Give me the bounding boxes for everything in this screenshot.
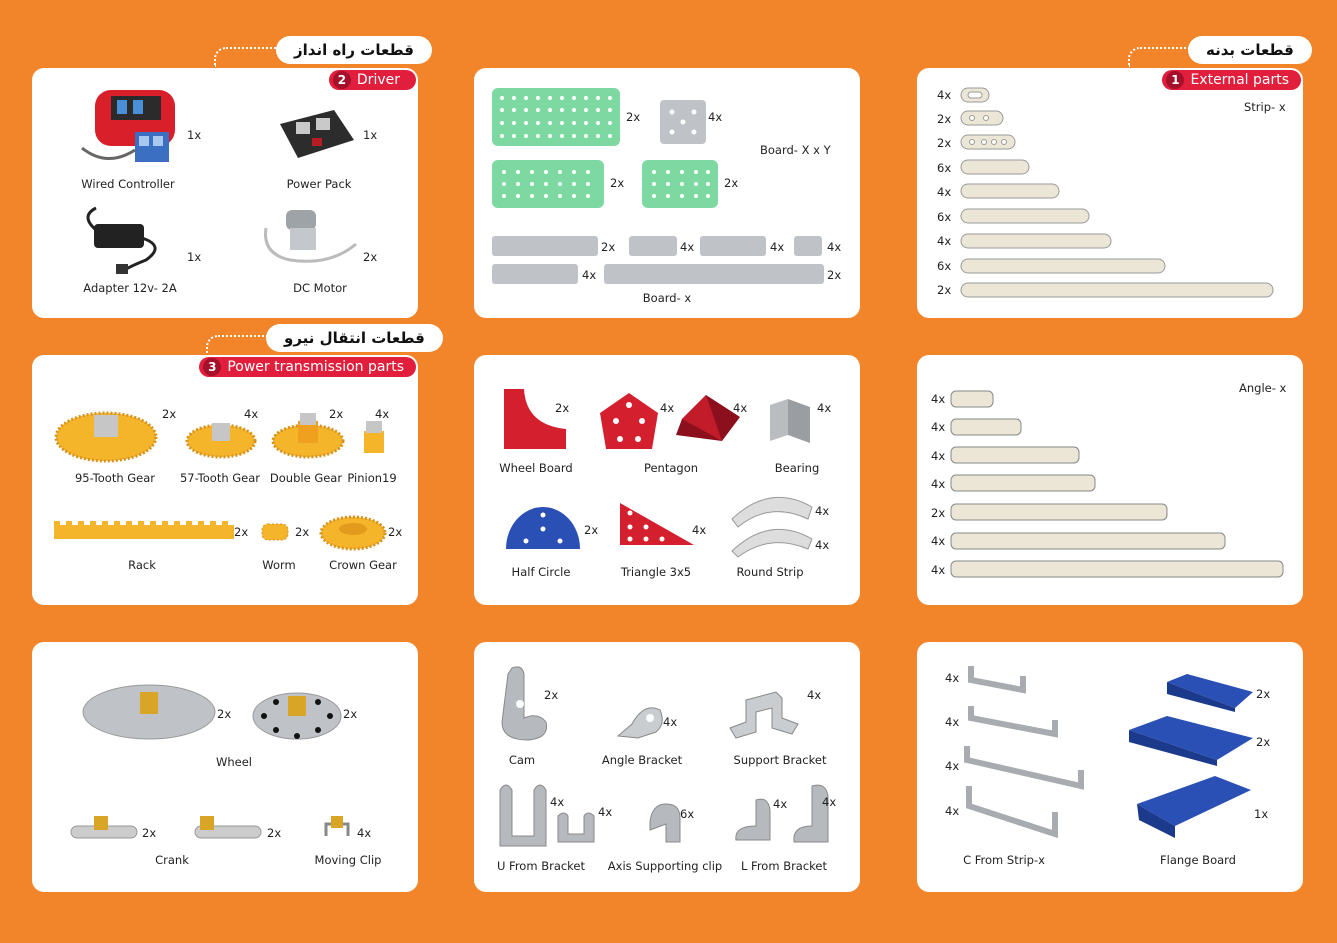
triangle-qty: 4x: [692, 523, 707, 537]
cstrip-qty-2: 4x: [945, 715, 960, 729]
strip-qty-7: 4x: [937, 234, 952, 248]
board-mid-green-icon: [492, 160, 604, 208]
u-bracket-large-icon: [496, 780, 550, 850]
gear-95-icon: [54, 407, 158, 463]
angle-1-icon: [951, 391, 993, 407]
wheel-small-icon: [252, 686, 342, 740]
pentagon-bent-icon: [676, 395, 740, 441]
cstrips-panel: [917, 642, 1303, 892]
angle-qty-6: 4x: [931, 534, 946, 548]
angle-7-icon: [951, 561, 1283, 577]
l-bracket-small-icon: [734, 796, 776, 842]
wheel-qty: 2x: [217, 707, 232, 721]
power-header-fa: قطعات انتقال نیرو: [266, 324, 443, 352]
pinion-label: Pinion19: [347, 471, 397, 485]
crank-qty-2: 2x: [267, 826, 282, 840]
wheel-label: Wheel: [215, 755, 253, 769]
strip-1-icon: [961, 88, 989, 102]
strip-7-icon: [961, 234, 1111, 248]
u-bracket-qty: 4x: [550, 795, 565, 809]
rack-icon: [54, 521, 234, 541]
u-bracket-label: U From Bracket: [496, 859, 586, 873]
angle-5-icon: [951, 504, 1167, 520]
driver-connector: [214, 47, 276, 67]
strip-qty-9: 2x: [937, 283, 952, 297]
cstrip-label: C From Strip-x: [963, 853, 1045, 867]
board-narrow-5-icon: [492, 264, 578, 284]
board-qty-6: 4x: [680, 240, 695, 254]
angle-bracket-icon: [616, 700, 666, 740]
wired-controller-icon: [77, 88, 187, 168]
cstrip-qty-4: 4x: [945, 804, 960, 818]
board-qty-8: 4x: [827, 240, 842, 254]
board-qty-9: 4x: [582, 268, 597, 282]
l-bracket-qty: 4x: [773, 797, 788, 811]
strips-panel: [917, 68, 1303, 318]
angle-2-icon: [951, 419, 1021, 435]
flange-small-icon: [1165, 672, 1255, 712]
flange-qty-1: 2x: [1256, 687, 1271, 701]
angle-3-icon: [951, 447, 1079, 463]
round-strip-icon: [730, 489, 814, 557]
axis-clip-icon: [648, 802, 682, 844]
angles-panel: [917, 355, 1303, 605]
flange-qty-2: 2x: [1256, 735, 1271, 749]
u-bracket-small-icon: [556, 810, 596, 844]
rack-label: Rack: [128, 558, 156, 572]
power-pack-label: Power Pack: [286, 177, 352, 191]
cstrip-qty-1: 4x: [945, 671, 960, 685]
wheels-panel: [32, 642, 418, 892]
pentagon-icon: [600, 393, 658, 449]
driver-header-fa: قطعات راه انداز: [276, 36, 432, 64]
cstrip-2-icon: [967, 702, 1059, 740]
support-bracket-icon: [728, 688, 800, 740]
crank-label: Crank: [155, 853, 189, 867]
double-gear-qty: 2x: [329, 407, 344, 421]
angle-qty-2: 4x: [931, 420, 946, 434]
strip-4-icon: [961, 160, 1029, 174]
angle-qty-4: 4x: [931, 477, 946, 491]
board-narrow-4-icon: [794, 236, 822, 256]
flange-mid-icon: [1127, 714, 1255, 768]
board-qty-1: 2x: [626, 110, 641, 124]
angle-qty-5: 2x: [931, 506, 946, 520]
board-large-green-icon: [492, 88, 620, 146]
wheel-qty-2: 2x: [343, 707, 358, 721]
strip-qty-2: 2x: [937, 112, 952, 126]
pinion-qty: 4x: [375, 407, 390, 421]
round-strip-label: Round Strip: [736, 565, 804, 579]
crown-gear-label: Crown Gear: [329, 558, 397, 572]
half-circle-label: Half Circle: [511, 565, 571, 579]
round-strip-qty-2: 4x: [815, 538, 830, 552]
pentagon-label: Pentagon: [643, 461, 699, 475]
round-strip-qty: 4x: [815, 504, 830, 518]
angle-bracket-qty: 4x: [663, 715, 678, 729]
power-pack-qty: 1x: [363, 128, 378, 142]
strip-9-icon: [961, 283, 1273, 297]
dc-motor-label: DC Motor: [293, 281, 347, 295]
angle-6-icon: [951, 533, 1225, 549]
strip-8-icon: [961, 259, 1165, 273]
wheel-board-qty: 2x: [555, 401, 570, 415]
boards-panel: [474, 68, 860, 318]
wheel-board-icon: [504, 389, 566, 449]
half-circle-icon: [506, 505, 580, 549]
cam-qty: 2x: [544, 688, 559, 702]
support-bracket-label: Support Bracket: [733, 753, 827, 767]
strip-qty-3: 2x: [937, 136, 952, 150]
crown-gear-icon: [320, 511, 386, 551]
board-qty-3: 2x: [610, 176, 625, 190]
wired-controller-qty: 1x: [187, 128, 202, 142]
pentagon-qty: 4x: [660, 401, 675, 415]
strip-6-icon: [961, 209, 1089, 223]
l-bracket-qty-2: 4x: [822, 795, 837, 809]
u-bracket-qty-2: 4x: [598, 805, 613, 819]
moving-clip-label: Moving Clip: [314, 853, 382, 867]
board-square-grey-icon: [660, 100, 706, 144]
crank-qty: 2x: [142, 826, 157, 840]
board-qty-4: 2x: [724, 176, 739, 190]
board-narrow-3-icon: [700, 236, 766, 256]
board-qty-10: 2x: [827, 268, 842, 282]
dc-motor-icon: [260, 204, 360, 280]
angle-qty-7: 4x: [931, 563, 946, 577]
board-small-green-icon: [642, 160, 718, 208]
cam-label: Cam: [508, 753, 536, 767]
triangle-icon: [618, 503, 694, 549]
l-bracket-large-icon: [792, 782, 837, 844]
crank-2-icon: [194, 814, 262, 840]
axis-clip-label: Axis Supporting clip: [607, 859, 723, 873]
adapter-label: Adapter 12v- 2A: [83, 281, 177, 295]
board-narrow-6-icon: [604, 264, 824, 284]
dc-motor-qty: 2x: [363, 250, 378, 264]
gear-57-icon: [186, 417, 256, 459]
strip-qty-1: 4x: [937, 88, 952, 102]
angle-title: Angle- x: [1239, 381, 1287, 395]
bearing-qty: 4x: [817, 401, 832, 415]
wheel-board-label: Wheel Board: [499, 461, 573, 475]
body-connector: [1128, 47, 1190, 67]
board-narrow-1-icon: [492, 236, 598, 256]
body-header-fa: قطعات بدنه: [1188, 36, 1312, 64]
strip-qty-5: 4x: [937, 185, 952, 199]
strip-5-icon: [961, 184, 1059, 198]
flange-qty-3: 1x: [1254, 807, 1269, 821]
brackets-panel: [474, 642, 860, 892]
moving-clip-qty: 4x: [357, 826, 372, 840]
angle-bracket-label: Angle Bracket: [601, 753, 683, 767]
half-circle-qty: 2x: [584, 523, 599, 537]
pinion-icon: [360, 419, 388, 455]
crown-gear-qty: 2x: [388, 525, 403, 539]
angle-4-icon: [951, 475, 1095, 491]
angle-qty-1: 4x: [931, 392, 946, 406]
flange-label: Flange Board: [1160, 853, 1236, 867]
cam-icon: [498, 664, 550, 742]
gear-95-label: 95-Tooth Gear: [74, 471, 156, 485]
strip-2-icon: [961, 111, 1003, 125]
bearing-label: Bearing: [774, 461, 820, 475]
plates-panel: [474, 355, 860, 605]
worm-qty: 2x: [295, 525, 310, 539]
adapter-qty: 1x: [187, 250, 202, 264]
axis-clip-qty: 6x: [680, 807, 695, 821]
flange-large-icon: [1135, 774, 1253, 840]
crank-1-icon: [70, 814, 138, 840]
power-connector: [206, 335, 268, 353]
board-qty-5: 2x: [601, 240, 616, 254]
external-badge: 1 External parts: [1162, 70, 1301, 90]
bearing-icon: [770, 399, 814, 445]
cstrip-qty-3: 4x: [945, 759, 960, 773]
worm-icon: [260, 520, 290, 544]
cstrip-1-icon: [967, 662, 1029, 692]
board-qty-2: 4x: [708, 110, 723, 124]
double-gear-label: Double Gear: [269, 471, 343, 485]
adapter-icon: [76, 206, 176, 276]
gear-57-label: 57-Tooth Gear: [179, 471, 261, 485]
driver-panel: [32, 68, 418, 318]
gear-95-qty: 2x: [162, 407, 177, 421]
strip-qty-6: 6x: [937, 210, 952, 224]
board-qty-7: 4x: [770, 240, 785, 254]
board-xy-title: Board- X x Y: [760, 143, 831, 157]
board-x-title: Board- x: [642, 291, 692, 305]
wheel-large-icon: [82, 680, 216, 740]
strip-qty-8: 6x: [937, 259, 952, 273]
moving-clip-icon: [322, 814, 352, 840]
triangle-label: Triangle 3x5: [620, 565, 692, 579]
gear-57-qty: 4x: [244, 407, 259, 421]
strip-3-icon: [961, 135, 1015, 149]
driver-badge: 2 Driver: [329, 70, 416, 90]
strip-title: Strip- x: [1244, 100, 1286, 114]
support-bracket-qty: 4x: [807, 688, 822, 702]
power-badge: 3 Power transmission parts: [199, 357, 416, 377]
strip-qty-4: 6x: [937, 161, 952, 175]
cstrip-4-icon: [965, 782, 1061, 838]
rack-qty: 2x: [234, 525, 249, 539]
angle-qty-3: 4x: [931, 449, 946, 463]
l-bracket-label: L From Bracket: [740, 859, 828, 873]
gears-panel: [32, 355, 418, 605]
board-narrow-2-icon: [629, 236, 677, 256]
wired-controller-label: Wired Controller: [81, 177, 175, 191]
worm-label: Worm: [262, 558, 296, 572]
pentagon-qty-2: 4x: [733, 401, 748, 415]
power-pack-icon: [276, 104, 356, 162]
